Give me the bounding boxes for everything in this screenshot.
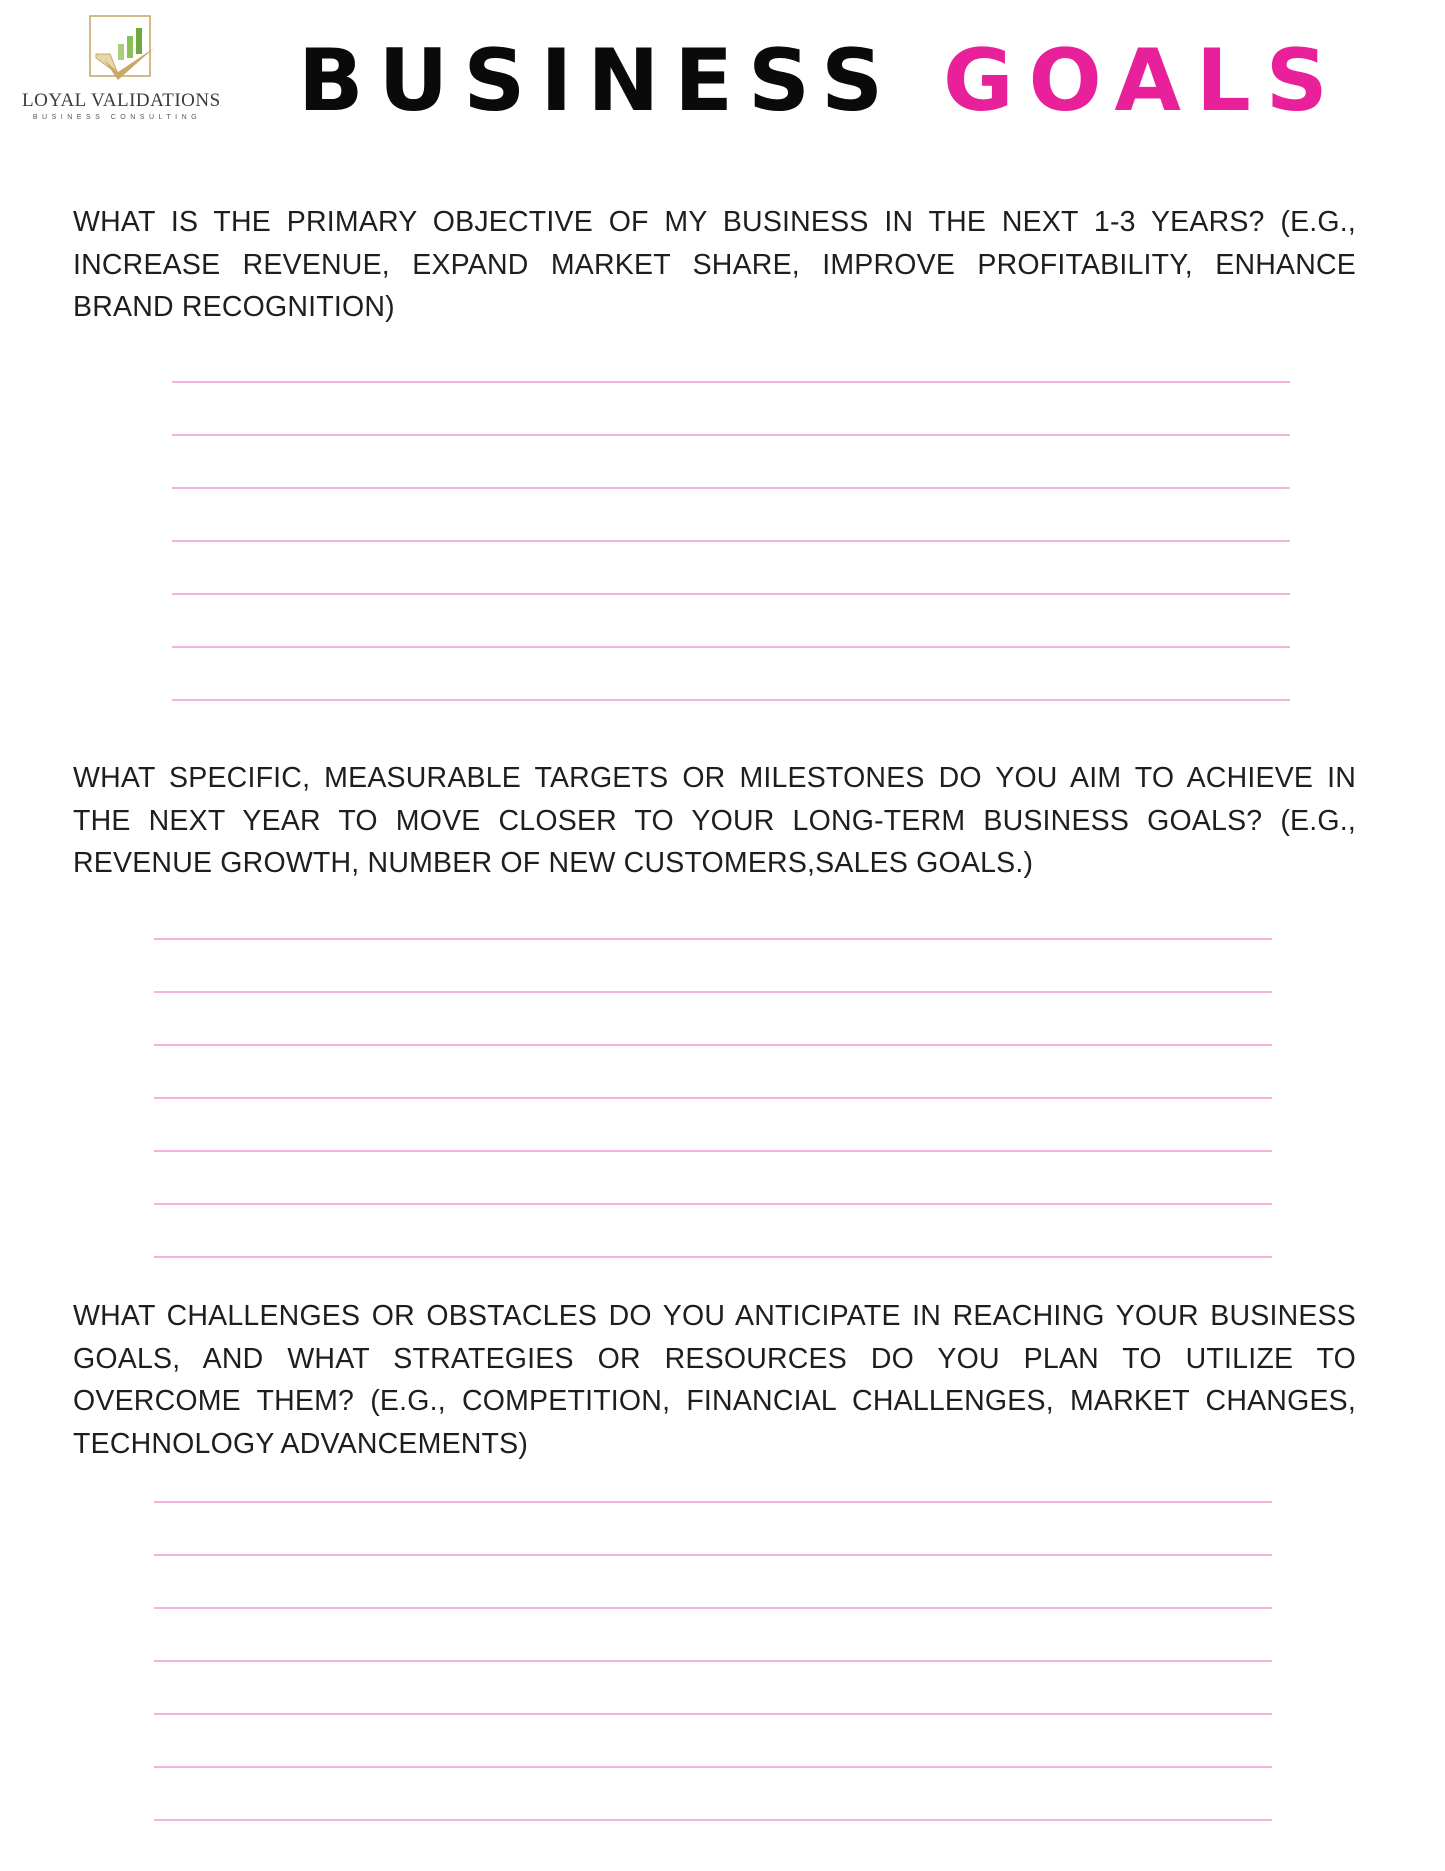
answer-line[interactable] — [154, 1607, 1272, 1609]
answer-line[interactable] — [154, 938, 1272, 940]
answer-line[interactable] — [154, 991, 1272, 993]
answer-line[interactable] — [154, 1097, 1272, 1099]
title-word-business: BUSINESS — [298, 31, 899, 131]
answer-line[interactable] — [154, 1044, 1272, 1046]
answer-line[interactable] — [172, 434, 1290, 436]
answer-line[interactable] — [154, 1766, 1272, 1768]
answer-line[interactable] — [154, 1819, 1272, 1821]
logo-tagline: BUSINESS CONSULTING — [32, 114, 202, 121]
bar-chart-checkmark-icon — [88, 14, 158, 88]
answer-line[interactable] — [172, 381, 1290, 383]
answer-line[interactable] — [154, 1660, 1272, 1662]
answer-line[interactable] — [154, 1713, 1272, 1715]
answer-line[interactable] — [154, 1203, 1272, 1205]
answer-line[interactable] — [172, 487, 1290, 489]
answer-line[interactable] — [154, 1256, 1272, 1258]
answer-line[interactable] — [172, 699, 1290, 701]
logo — [22, 14, 221, 126]
page-title — [298, 31, 1343, 131]
title-word-goals: GOALS — [943, 31, 1343, 131]
question-3: WHAT CHALLENGES OR OBSTACLES DO YOU ANTICIPATE IN REACHING YOUR BUSINESS GOALS, AND WHAT STRATEGIES OR RESOURCES DO YOU PLAN TO UTILIZE TO OVERCOME THEM? (E.G., COMPETITION, FINANCIAL CHALLENGES, MARKET CHANGES, TECHNOLOGY ADVANCEMENTS) — [73, 1300, 1356, 1460]
answer-line[interactable] — [172, 593, 1290, 595]
answer-line[interactable] — [154, 1150, 1272, 1152]
logo-name: LOYAL VALIDATIONS — [22, 90, 221, 111]
answer-line[interactable] — [154, 1501, 1272, 1503]
answer-line[interactable] — [172, 540, 1290, 542]
question-2: WHAT SPECIFIC, MEASURABLE TARGETS OR MILESTONES DO YOU AIM TO ACHIEVE IN THE NEXT YEAR TO MOVE CLOSER TO YOUR LONG-TERM BUSINESS GOALS? (E.G., REVENUE GROWTH, NUMBER OF NEW CUSTOMERS,SALES GOALS.) — [73, 762, 1356, 879]
answer-line[interactable] — [172, 646, 1290, 648]
question-1: WHAT IS THE PRIMARY OBJECTIVE OF MY BUSINESS IN THE NEXT 1-3 YEARS? (E.G., INCREASE REVENUE, EXPAND MARKET SHARE, IMPROVE PROFITABILITY, ENHANCE BRAND RECOGNITION) — [73, 206, 1356, 323]
answer-line[interactable] — [154, 1554, 1272, 1556]
